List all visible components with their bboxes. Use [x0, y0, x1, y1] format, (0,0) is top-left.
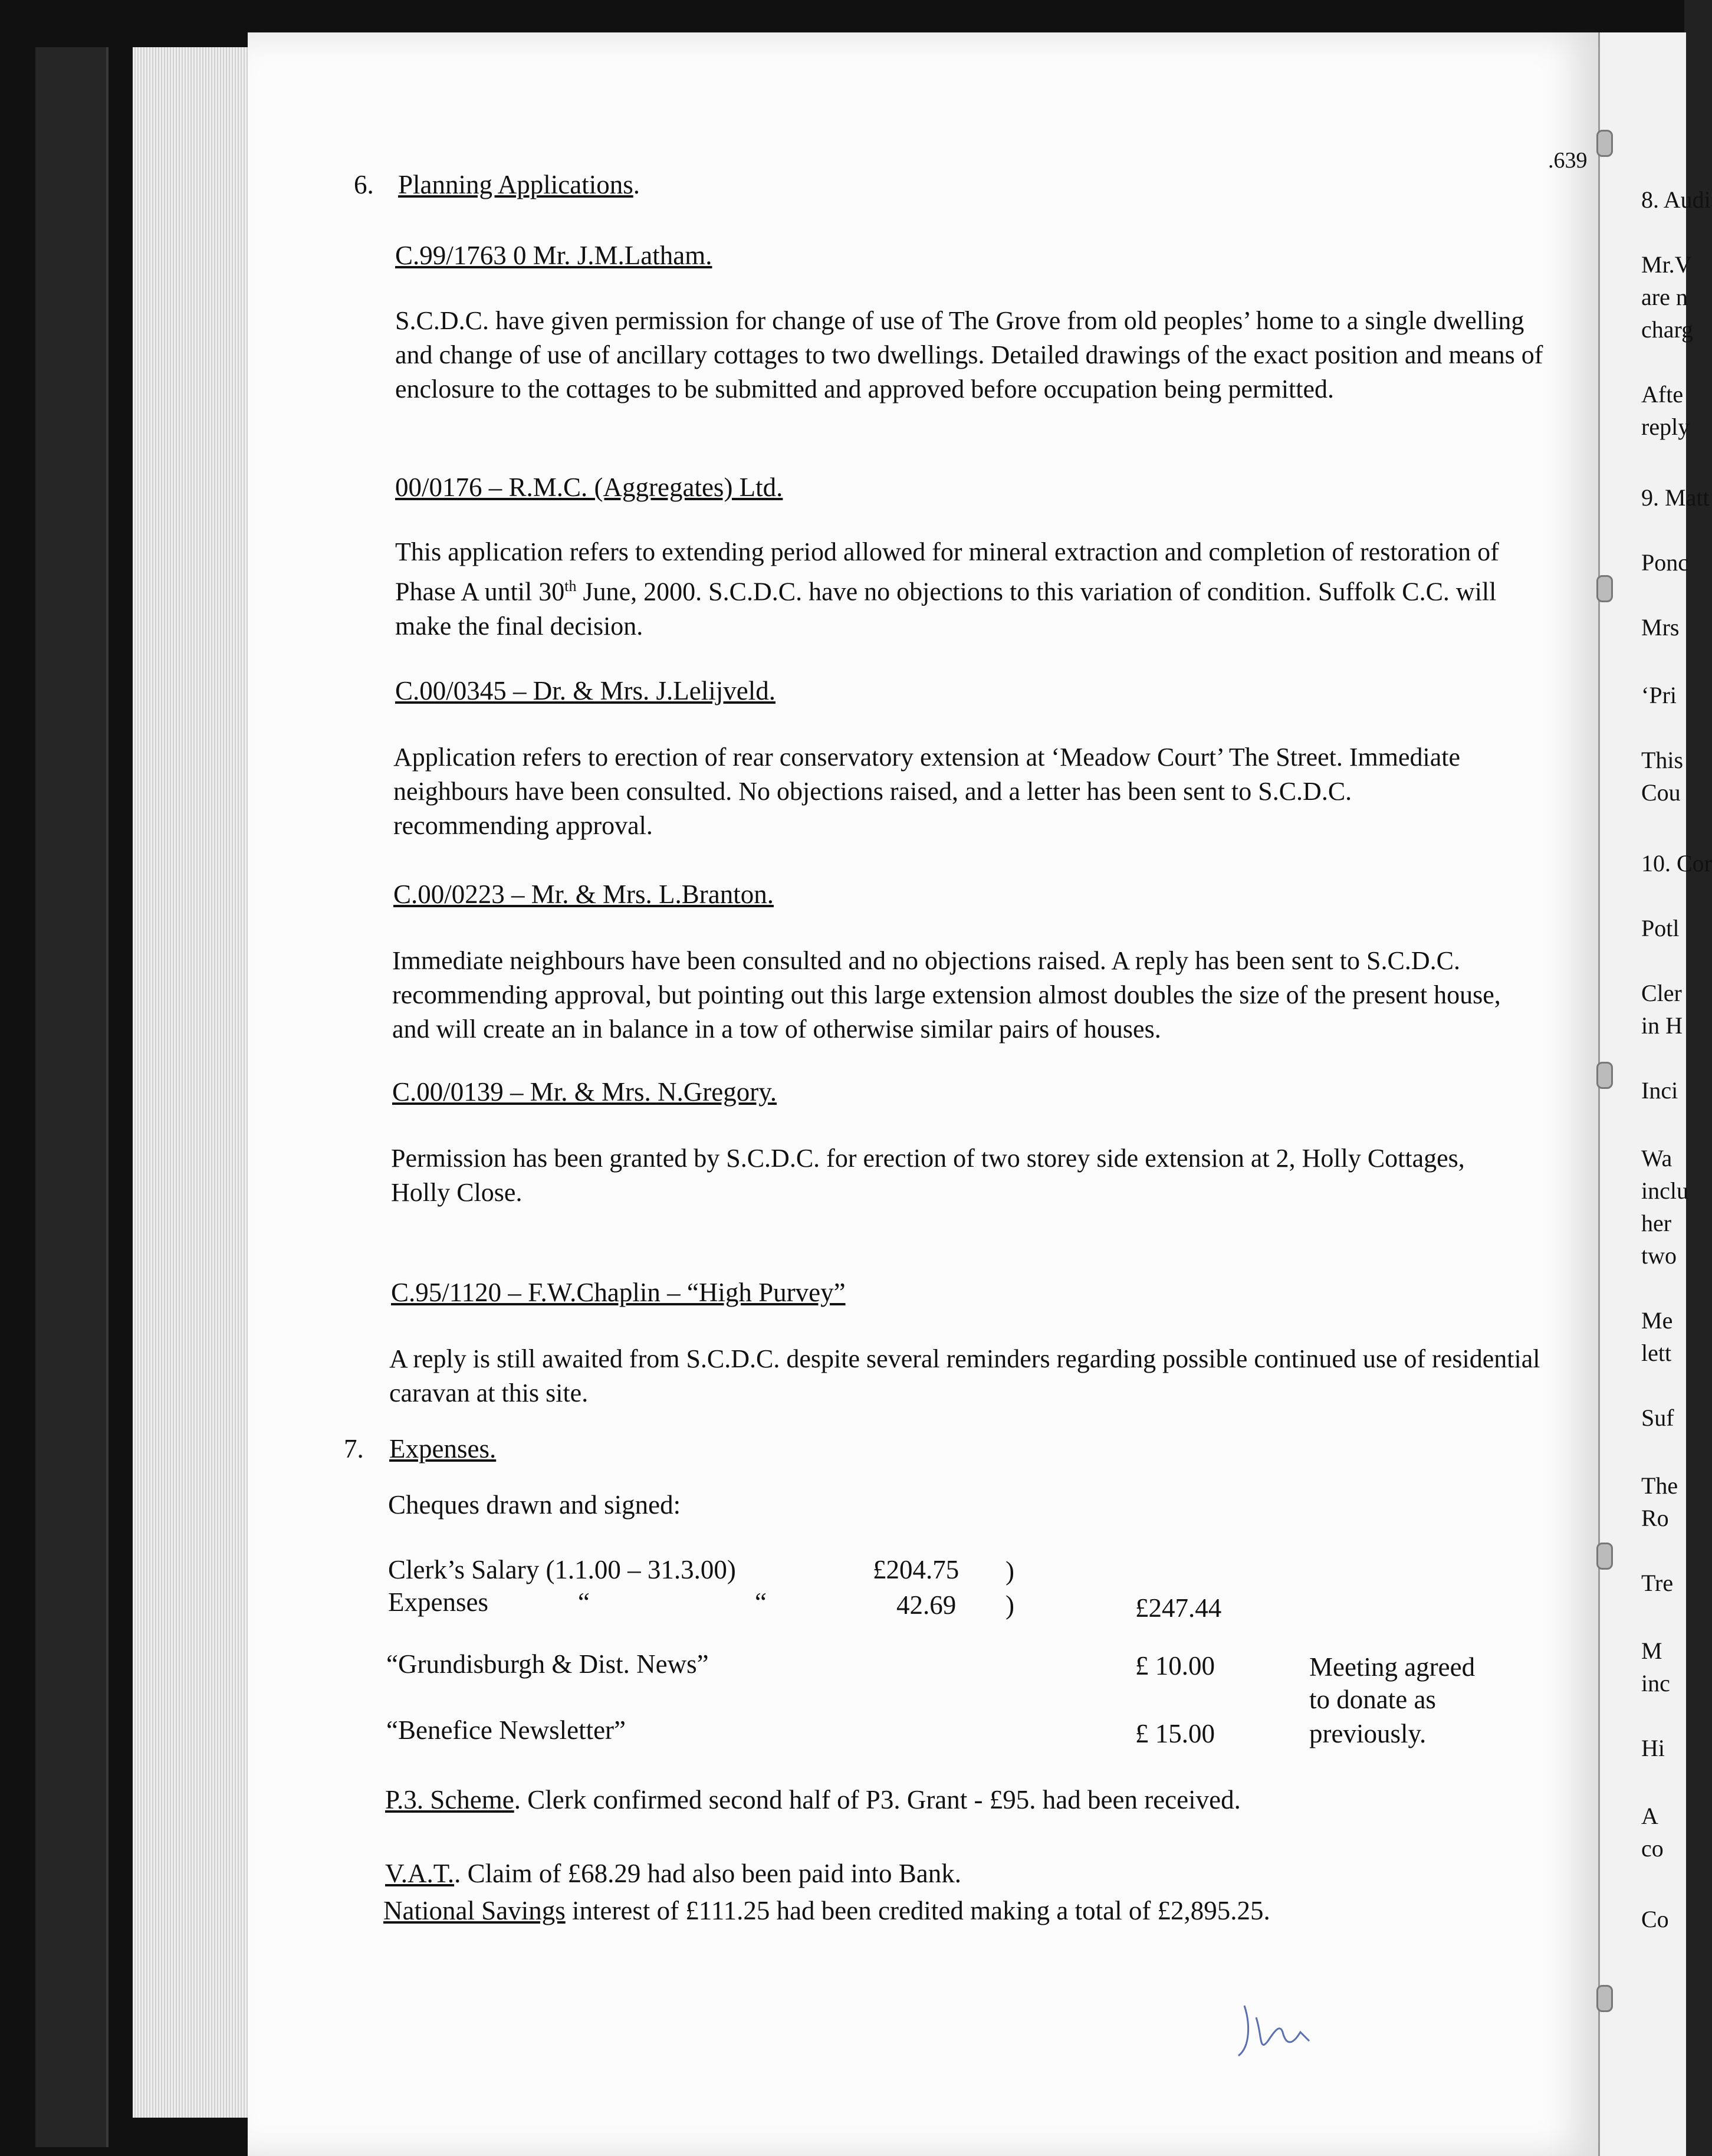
section-number-6: 6.	[354, 170, 374, 199]
clerk-salary-label: Clerk’s Salary (1.1.00 – 31.3.00)	[388, 1555, 736, 1584]
section-heading-expenses: Expenses.	[389, 1434, 497, 1463]
vat-line: V.A.T.. Claim of £68.29 had also been paid into Bank.	[385, 1859, 961, 1888]
binder-spine	[35, 47, 109, 2147]
facing-page-text: This	[1641, 747, 1684, 773]
facing-page-text: inc	[1641, 1670, 1670, 1696]
facing-page-text: Wa	[1641, 1145, 1672, 1171]
binder-ring	[1596, 1062, 1613, 1089]
application-ref: C.99/1763 0 Mr. J.M.Latham.	[395, 241, 712, 270]
ditto-mark: “	[755, 1587, 767, 1617]
binder-ring	[1596, 130, 1613, 157]
facing-page-text: Mr.V	[1641, 251, 1692, 278]
national-savings-line: National Savings interest of £111.25 had been credited making a total of £2,895.25.	[383, 1896, 1270, 1925]
facing-page-text: Tre	[1641, 1570, 1674, 1596]
application-ref: C.95/1120 – F.W.Chaplin – “High Purvey”	[391, 1278, 846, 1307]
facing-page-text: Afte	[1641, 381, 1684, 408]
application-text: Application refers to erection of rear conservatory extension at ‘Meadow Court’ The Street. Immediate neighbours have been consulted. No objections raised, and a letter has been sent to S.C.D.C. recommending approval.	[393, 743, 1461, 840]
facing-page-text: Hi	[1641, 1735, 1665, 1761]
bracket: )	[1005, 1590, 1014, 1620]
facing-page-text: lett	[1641, 1340, 1672, 1366]
facing-page-text: 10. Cor	[1641, 850, 1712, 877]
section-number-7: 7.	[344, 1434, 364, 1463]
facing-page-text: Potl	[1641, 915, 1680, 941]
facing-page-text: A	[1641, 1803, 1658, 1829]
facing-page-text: ‘Pri	[1641, 682, 1677, 708]
cheques-label: Cheques drawn and signed:	[388, 1490, 681, 1520]
page-stack-edge	[133, 47, 251, 2118]
donate-note: previously.	[1309, 1719, 1427, 1748]
binder-ring	[1596, 1543, 1613, 1570]
facing-page-text: Suf	[1641, 1404, 1674, 1431]
application-ref: C.00/0345 – Dr. & Mrs. J.Lelijveld.	[395, 676, 776, 705]
application-text: Immediate neighbours have been consulted and no objections raised. A reply has been sent to S.C.D.C. recommending approval, but pointing out this large extension almost doubles the size of the present house, and will create an in balance in a tow of otherwise similar pairs of houses.	[392, 946, 1501, 1043]
facing-page-text: Me	[1641, 1307, 1673, 1334]
donate-note: Meeting agreed	[1309, 1652, 1476, 1682]
page-number: .639	[1548, 148, 1588, 173]
application-text: This application refers to extending period allowed for mineral extraction and completion of restoration of Phase A until 30th June, 2000. S.C.D.C. have no objections to this variation of condition. Suffolk C.C. will make the final decision.	[395, 537, 1499, 641]
application-text: A reply is still awaited from S.C.D.C. despite several reminders regarding possible continued use of residential caravan at this site.	[389, 1344, 1540, 1407]
facing-page-text: Ro	[1641, 1505, 1669, 1531]
document-page	[248, 32, 1598, 2156]
facing-page-text: two	[1641, 1242, 1677, 1269]
facing-page-text: Co	[1641, 1906, 1669, 1932]
application-ref: C.00/0139 – Mr. & Mrs. N.Gregory.	[392, 1077, 777, 1107]
facing-page-text: inclu	[1641, 1177, 1688, 1204]
bracket: )	[1005, 1556, 1014, 1586]
benefice-amount: £ 15.00	[1135, 1719, 1215, 1748]
benefice-label: “Benefice Newsletter”	[386, 1715, 626, 1745]
binder-ring	[1596, 575, 1613, 602]
facing-page-text: Inci	[1641, 1077, 1678, 1104]
facing-page-text: 9. Matt	[1641, 484, 1710, 511]
facing-page-text: charg	[1641, 316, 1694, 343]
facing-page-edge	[1598, 32, 1712, 2156]
expenses-amount: 42.69	[896, 1590, 957, 1620]
facing-page-text: her	[1641, 1210, 1672, 1236]
facing-page-text: co	[1641, 1835, 1664, 1862]
handwritten-initials	[1227, 2000, 1333, 2070]
facing-page-text: Cou	[1641, 779, 1681, 806]
news-label: “Grundisburgh & Dist. News”	[386, 1649, 709, 1679]
facing-page-text: Mrs	[1641, 614, 1680, 641]
application-ref: 00/0176 – R.M.C. (Aggregates) Ltd.	[395, 472, 783, 502]
donate-note: to donate as	[1309, 1685, 1436, 1714]
facing-page-text: M	[1641, 1637, 1662, 1664]
facing-page-text: reply	[1641, 414, 1690, 440]
section-heading-planning: Planning Applications.	[398, 170, 640, 199]
expenses-subtotal: £247.44	[1135, 1593, 1222, 1623]
facing-page-text: are n	[1641, 284, 1688, 310]
application-text: S.C.D.C. have given permission for change of use of The Grove from old peoples’ home to a single dwelling and change of use of ancillary cottages to two dwellings. Detailed drawings of the exact position and means of enclosure to the cottages to be submitted and approved before occupation being permitted.	[395, 306, 1543, 403]
p3-scheme-line: P.3. Scheme. Clerk confirmed second half of P3. Grant - £95. had been received.	[385, 1785, 1241, 1814]
application-text: Permission has been granted by S.C.D.C. for erection of two storey side extension at 2, Holly Cottages, Holly Close.	[391, 1144, 1465, 1207]
news-amount: £ 10.00	[1135, 1651, 1215, 1681]
expenses-label: Expenses	[388, 1587, 488, 1617]
facing-page-text: 8. Audi	[1641, 186, 1711, 213]
clerk-salary-amount: £204.75	[873, 1555, 959, 1584]
ditto-mark: “	[578, 1587, 590, 1617]
facing-page-text: The	[1641, 1472, 1678, 1499]
facing-page-text: in H	[1641, 1012, 1683, 1039]
facing-page-text: Cler	[1641, 980, 1682, 1006]
application-ref: C.00/0223 – Mr. & Mrs. L.Branton.	[393, 880, 774, 909]
binder-ring	[1596, 1985, 1613, 2012]
facing-page-text: Ponc	[1641, 549, 1688, 576]
